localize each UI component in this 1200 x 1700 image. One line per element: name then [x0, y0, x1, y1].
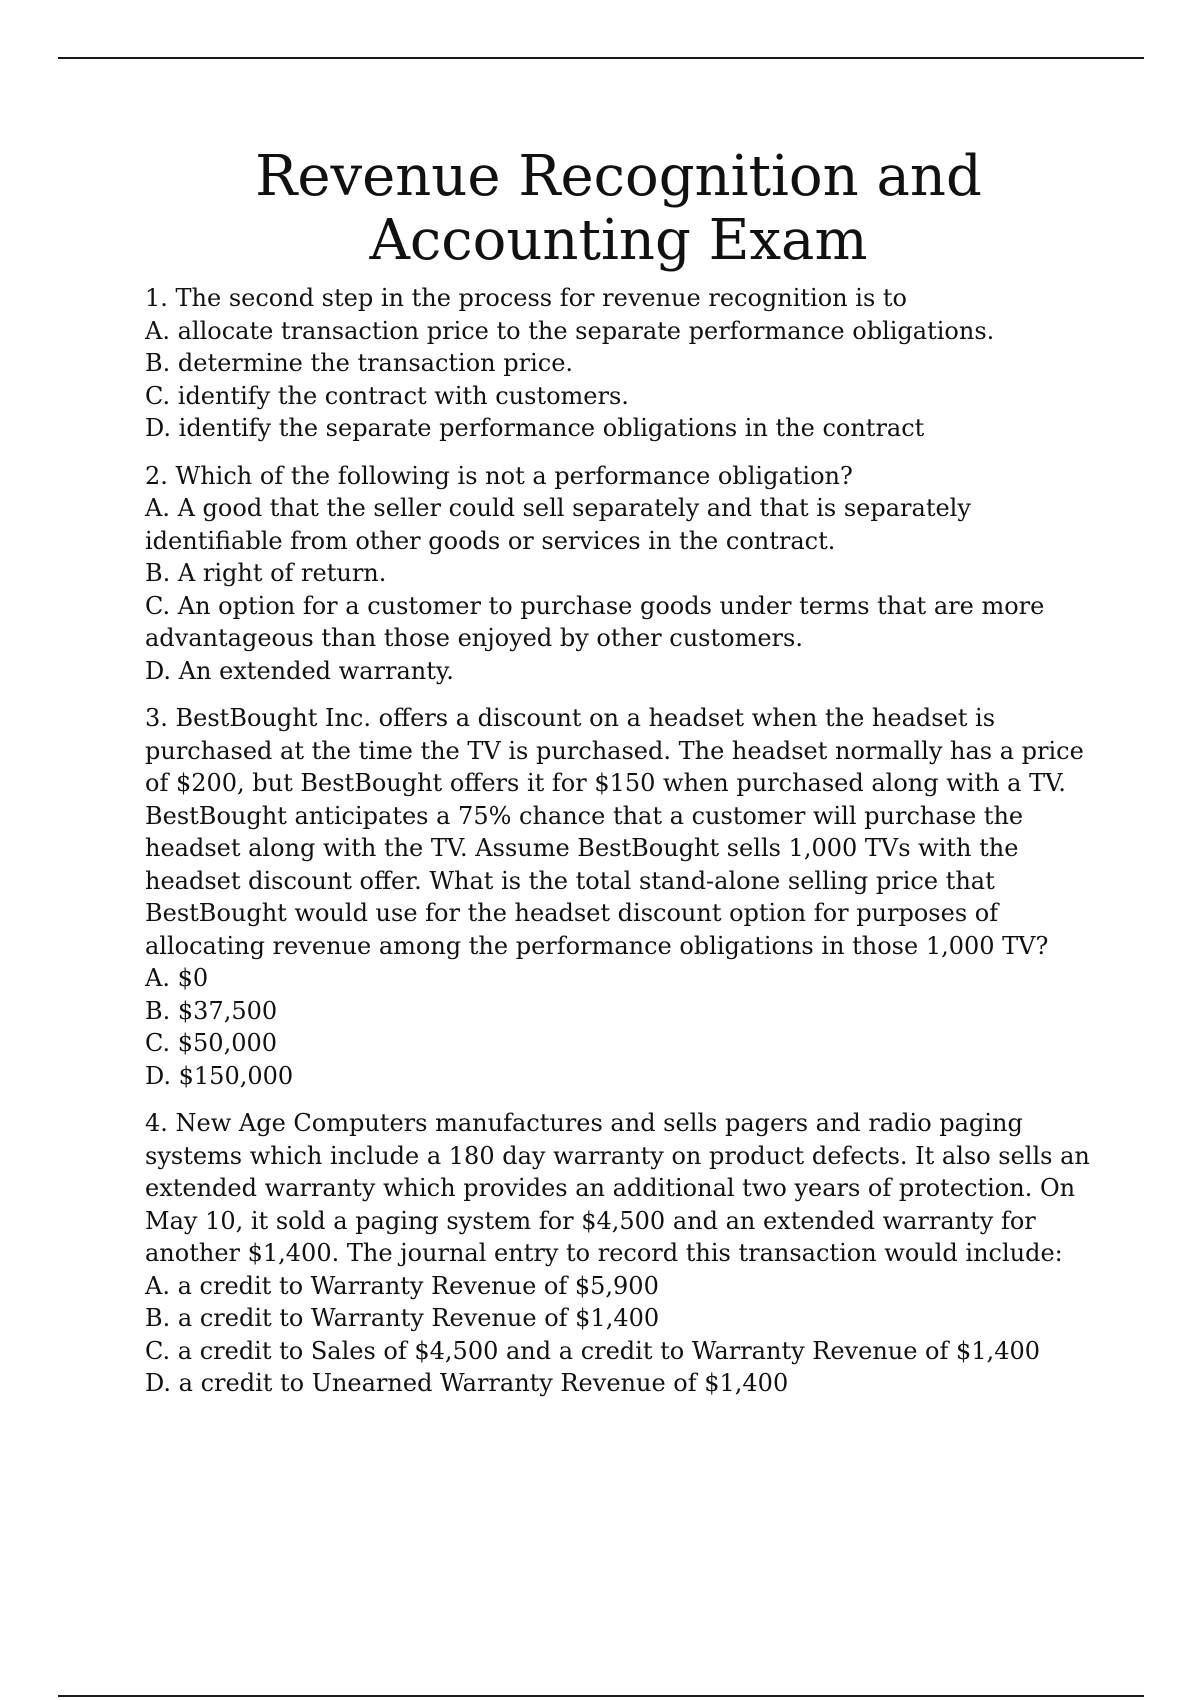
option-c: C. identify the contract with customers. — [145, 381, 629, 410]
title-line-2: Accounting Exam — [369, 208, 868, 273]
title-line-1: Revenue Recognition and — [255, 144, 982, 209]
option-c: C. a credit to Sales of $4,500 and a credit to Warranty Revenue of $1,400 — [145, 1336, 1040, 1365]
option-d: D. An extended warranty. — [145, 656, 454, 685]
option-b: B. determine the transaction price. — [145, 349, 574, 377]
option-c: C. An option for a customer to purchase goods under terms that are more advantageous than those enjoyed by other customers. — [145, 591, 1045, 652]
option-a: A. A good that the seller could sell separately and that is separately identifiable from other goods or services in the contract. — [145, 494, 971, 555]
option-b: B. A right of return. — [145, 559, 387, 587]
question-stem: 3. BestBought Inc. offers a discount on a headset when the headset is purchased at the time the TV is purchased. The headset normally has a price of $200, but BestBought offers it for $150 when purchased along with a TV. BestBought anticipates a 75% chance that a customer will purchase the headset along with the TV. Assume BestBought sells 1,000 TVs with the headset discount offer. What is the total stand-alone selling price that BestBought would use for the headset discount option for purposes of allocating revenue among the performance obligations in those 1,000 TV? — [145, 704, 1084, 960]
option-b: B. a credit to Warranty Revenue of $1,400 — [145, 1304, 660, 1332]
question-2 — [145, 460, 1095, 688]
question-1 — [145, 282, 1095, 445]
question-stem: 2. Which of the following is not a performance obligation? — [145, 461, 853, 490]
page-title — [0, 145, 1200, 273]
option-d: D. $150,000 — [145, 1061, 294, 1090]
option-b: B. $37,500 — [145, 996, 278, 1025]
question-stem: 1. The second step in the process for revenue recognition is to — [145, 284, 907, 312]
question-list — [145, 282, 1095, 1415]
option-a: A. a credit to Warranty Revenue of $5,900 — [145, 1271, 659, 1300]
option-d: D. identify the separate performance obligations in the contract — [145, 414, 925, 442]
option-a: A. allocate transaction price to the separate performance obligations. — [145, 316, 995, 345]
top-rule — [58, 57, 1144, 59]
question-3 — [145, 702, 1095, 1092]
question-stem: 4. New Age Computers manufactures and sells pagers and radio paging systems which include a 180 day warranty on product defects. It also sells an extended warranty which provides an additional two years of protection. On May 10, it sold a paging system for $4,500 and an extended warranty for another $1,400. The journal entry to record this transaction would include: — [145, 1109, 1090, 1267]
option-a: A. $0 — [145, 964, 209, 992]
option-d: D. a credit to Unearned Warranty Revenue of $1,400 — [145, 1369, 789, 1397]
option-c: C. $50,000 — [145, 1029, 278, 1057]
bottom-rule — [58, 1695, 1144, 1697]
question-4 — [145, 1107, 1095, 1400]
